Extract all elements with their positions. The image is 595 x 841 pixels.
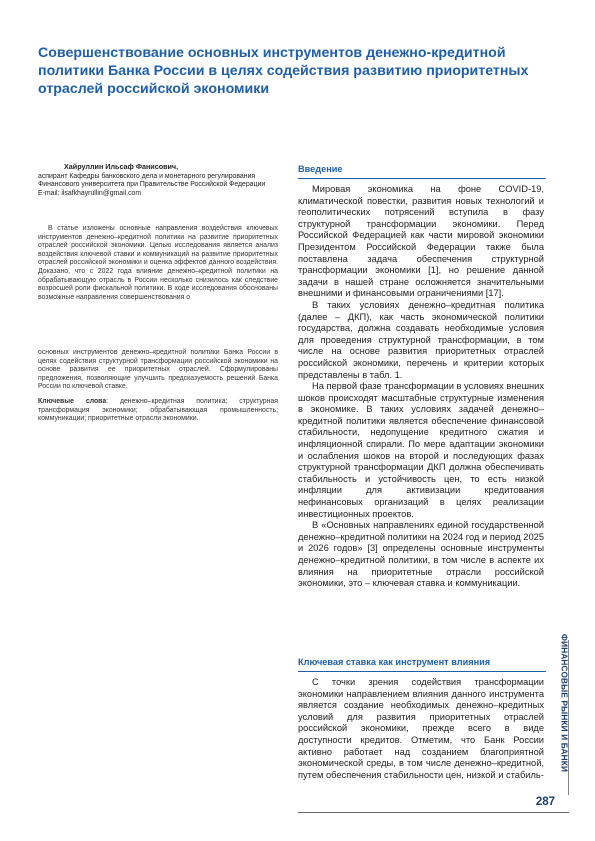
intro-paragraph: В таких условиях денежно–кредитная политика (далее – ДКП), как часть экономической политики государства, должна создавать необходимые условия для проведения структурной трансформации, в том числе на основе развития приоритетных отраслей российской экономики, перечень и критерии которых представлены в табл. 1. [298,299,544,380]
abstract-text-continued: основных инструментов денежно–кредитной политики Банка России в целях содействия структурной трансформации российской экономики на основе развития ее приоритетных отраслей. Сформулированы предложения, позволяющие улучшить предсказуемость решений Банка России по ключевой ставке. [38,349,278,391]
keywords-label: Ключевые слова [38,397,107,405]
intro-paragraph: На первой фазе трансформации в условиях внешних шоков происходят масштабные структурные изменения в экономике. В таких условиях задачей денежно–кредитной политики является обеспечение финансовой стабильности, недопущение кредитного сжатия и инфляционной спирали. По мере адаптации экономики и ослабления шоков на второй и последующих фазах структурной трансформации ДКП должна обеспечивать стабильность и устойчивость цен, то есть низкой инфляции для активизации кредитования нефинансовых организаций в целях реализации инвестиционных проектов. [298,381,544,519]
intro-paragraph: Мировая экономика на фоне COVID-19, климатической повестки, развития новых технологий и геополитических потрясений вступила в фазу структурной трансформации экономики. Перед Российской Федерацией как части мировой экономики Президентом Российской Федерации также была поставлена задача обеспечения структурной трансформации экономики [1], но решение данной задачи в нашей стране осложняется значительными внешними и финансовыми ограничениями [17]. [298,184,544,299]
page-number: 287 [535,796,555,808]
keywords-text: : денежно–кредитная политика; структурная трансформация экономики; обрабатывающая промышленность; коммуникации; приоритетные отрасли экономики. [38,397,278,423]
abstract-text: В статье изложены основные направления воздействия ключевых инструментов денежно–кредитной политики на развитие приоритетных отраслей российской экономики. Целью исследования является анализ воздействия ключевой ставки и коммуникаций на развитие приоритетных отраслей российской экономики и оценка эффектов данного воздействия. Доказано, что с 2022 года влияние денежно–кредитной политики на обрабатывающую отрасль в России несколько снизилось как следствие возросшей роли фискальной политики. В ходе исследования обоснованы возможные направления совершенствования о [38,225,278,301]
footer-rule [298,812,569,813]
section2-body [298,677,544,781]
author-block [38,163,276,198]
intro-body [298,184,544,590]
section-heading-key-rate: Ключевая ставка как инструмент влияния [298,657,546,672]
sidebar-label: ФИНАНСОВЫЕ РЫНКИ И БАНКИ [559,633,569,773]
keywords [38,398,278,424]
abstract-part-2 [38,349,278,430]
abstract-part-1 [38,225,278,302]
journal-section-sidebar [558,633,570,773]
author-name: Хайруллин Ильсаф Фанисович, [64,162,179,171]
author-email: E-mail: ilsafkhayrullin@gmail.com [38,189,142,197]
author-position: аспирант Кафедры банковского дела и монетарного регулирования Финансового университета при Правительстве Российской Федерации [38,172,266,189]
section-heading-intro: Введение [298,164,546,179]
article-title: Совершенствование основных инструментов денежно-кредитной политики Банка России в целях содействия развитию приоритетных отраслей российской экономики [38,45,529,97]
section2-paragraph: С точки зрения содействия трансформации экономики направлением влияния данного инструмента является создание необходимых денежно–кредитных условий для развития приоритетных отраслей российской экономики, прежде всего в виде доступности кредитов. Отметим, что Банк России активно работает над созданием благоприятной экономической среды, в том числе денежно–кредитной, путем обеспечения стабильности цен, низкой и стабиль- [298,677,544,780]
intro-paragraph: В «Основных направлениях единой государственной денежно–кредитной политики на 2024 год и период 2025 и 2026 годов» [3] определены основные инструменты денежно–кредитной политики, в том числе в аспекте их влияния на приоритетные отрасли российской экономики, это – ключевая ставка и коммуникации. [298,520,544,589]
